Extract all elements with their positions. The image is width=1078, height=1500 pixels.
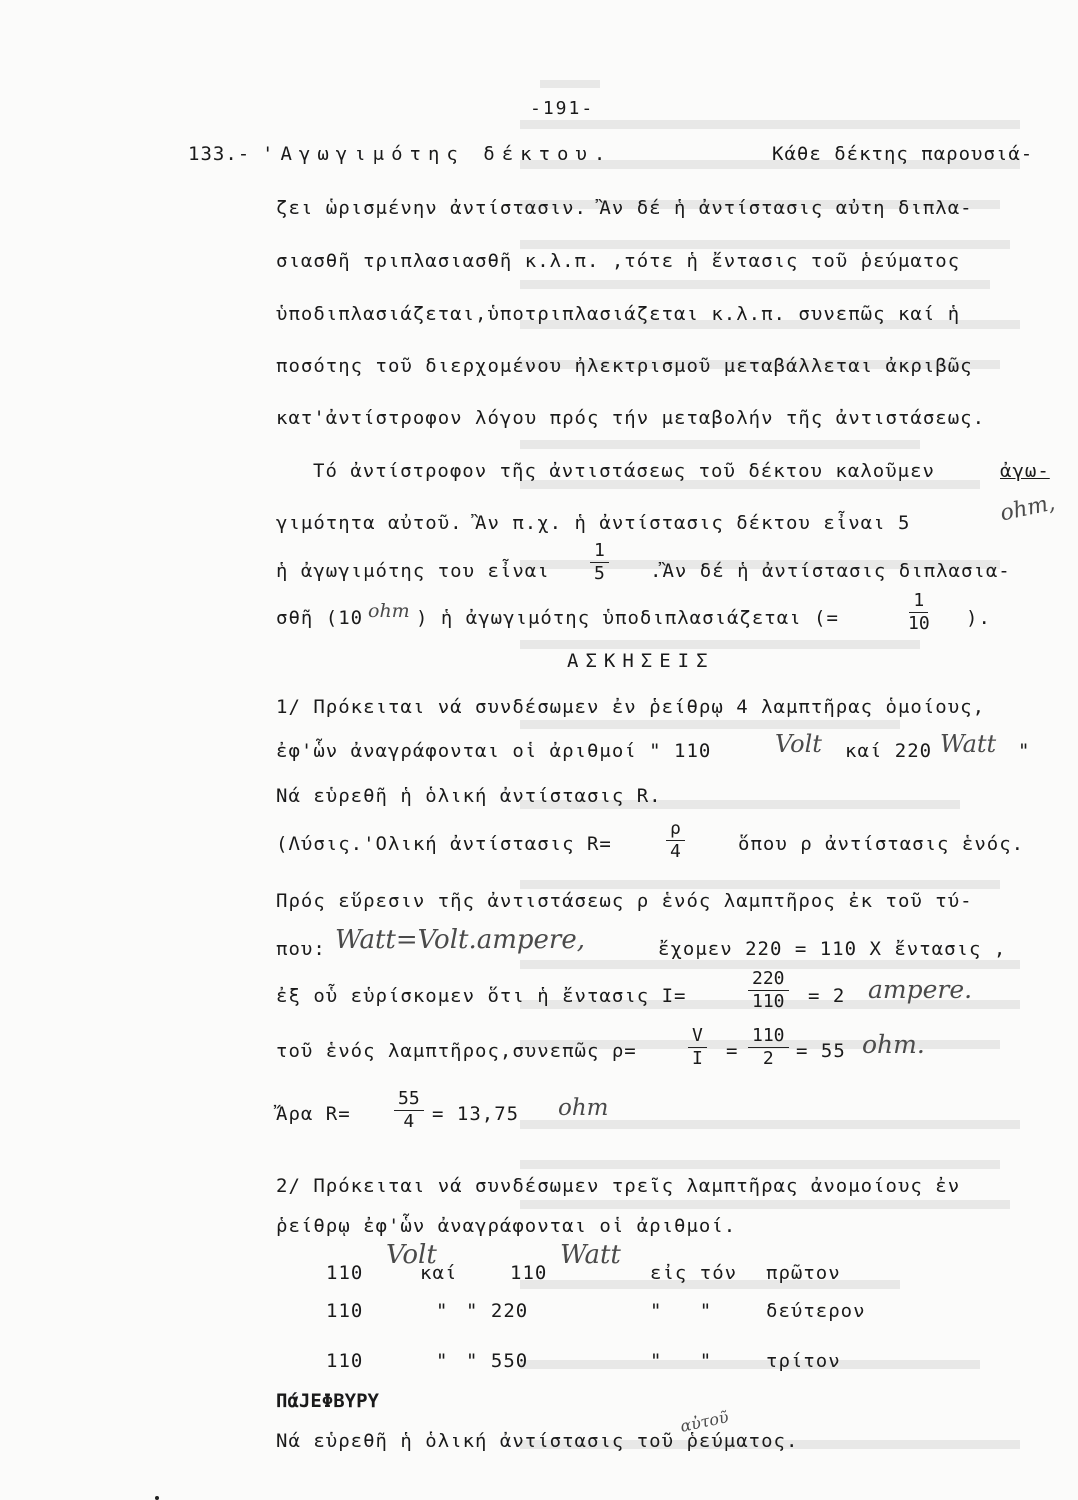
body-line: σιασθῆ τριπλασιασθῆ κ.λ.π. ,τότε ἡ ἔντασις τοῦ ῥεύματος bbox=[276, 250, 961, 272]
exercise-1-line: ἔχομεν 220 = 110 X ἔντασις , bbox=[658, 938, 1007, 960]
exercise-1-line: Νά εὑρεθῆ ἡ ὁλική ἀντίστασις R. bbox=[276, 785, 662, 807]
lamp-ditto: " " bbox=[650, 1300, 713, 1322]
fraction-55-over-4: $\frac{55}{4}$ bbox=[394, 1088, 424, 1133]
body-line: γιμότητα αὐτοῦ. Ἂν π.χ. ἡ ἀντίστασις δέκτου εἶναι 5 bbox=[276, 512, 911, 534]
scan-speck bbox=[155, 1496, 159, 1500]
exercise-1-line: τοῦ ἑνός λαμπτῆρος,συνεπῶς ρ= bbox=[276, 1040, 637, 1062]
body-line: ἡ ἀγωγιμότης του εἶναι bbox=[276, 560, 550, 582]
handwritten-volt: Volt bbox=[775, 730, 822, 758]
fraction-one-fifth: $\frac{1}{5}$ bbox=[590, 540, 609, 585]
lamp-watt: " 220 bbox=[466, 1300, 529, 1322]
handwritten-ohm: ohm. bbox=[862, 1030, 925, 1059]
body-line: ποσότης τοῦ διερχομένου ἠλεκτρισμοῦ μεταβάλλεται ἀκριβῶς bbox=[276, 355, 973, 377]
handwritten-volt: Volt bbox=[386, 1240, 437, 1270]
exercise-1-line: Ἄρα R= bbox=[276, 1103, 351, 1125]
exercise-2-line: 2/ Πρόκειται νά συνδέσωμεν τρεῖς λαμπτῆρας ἀνομοίους ἐν bbox=[276, 1175, 961, 1197]
lamp-sep: καί bbox=[420, 1262, 458, 1284]
exercise-1-line: ἐφ'ὧν ἀναγράφονται οἱ ἀριθμοί " 110 bbox=[276, 740, 712, 762]
lamp-volt: 110 bbox=[326, 1262, 364, 1284]
handwritten-margin-note: αὐτοῦ bbox=[678, 1407, 731, 1436]
lamp-name: τρίτον bbox=[766, 1350, 841, 1372]
lamp-sep: " bbox=[436, 1300, 449, 1322]
fraction-one-tenth: $\frac{1}{10}$ bbox=[908, 590, 930, 634]
body-line: κατ'ἀντίστροφον λόγου πρός τήν μεταβολήν τῆς ἀντιστάσεως. bbox=[276, 407, 986, 429]
exercise-1-line: (Λύσις.'Ολική ἀντίστασις R= bbox=[276, 833, 612, 855]
exercise-1-line: = 55 bbox=[796, 1040, 846, 1062]
exercise-1-line: 1/ Πρόκειται νά συνδέσωμεν ἐν ῥείθρῳ 4 λαμπτῆρας ὁμοίους, bbox=[276, 696, 986, 718]
exercise-1-line: που: bbox=[276, 938, 326, 960]
handwritten-ohm: ohm, bbox=[998, 490, 1058, 527]
lamp-name: δεύτερον bbox=[766, 1300, 866, 1322]
lamp-watt: 110 bbox=[510, 1262, 548, 1284]
body-line: ) ἡ ἀγωγιμότης ὑποδιπλασιάζεται (= bbox=[416, 607, 839, 629]
exercises-title: ΑΣΚΗΣΕΙΣ bbox=[567, 650, 715, 672]
handwritten-ampere: ampere. bbox=[868, 975, 973, 1004]
exercise-2-line: Νά εὑρεθῆ ἡ ὁλική ἀντίστασις τοῦ ῥεύματος. bbox=[276, 1430, 799, 1452]
body-line-hyphenated: ἀγω- bbox=[1000, 460, 1050, 482]
body-line: ζει ὡρισμένην ἀντίστασιν. Ἂν δέ ἡ ἀντίστασις αὐτη διπλα- bbox=[276, 197, 973, 219]
body-line: Τό ἀντίστροφον τῆς ἀντιστάσεως τοῦ δέκτου καλοῦμεν bbox=[313, 460, 935, 482]
section-number: 133.- bbox=[188, 143, 251, 165]
handwritten-watt: Watt bbox=[560, 1240, 621, 1270]
struck-through-word: ΠάJΕΦΒΥΡΥ bbox=[276, 1390, 379, 1412]
exercise-1-line: " bbox=[1018, 740, 1031, 762]
handwritten-formula: Watt=Volt.ampere, bbox=[335, 925, 585, 955]
lamp-name: πρῶτον bbox=[766, 1262, 841, 1284]
fraction-110-over-2: $\frac{110}{2}$ bbox=[748, 1025, 789, 1070]
body-line: σθῆ (10 bbox=[276, 607, 364, 629]
handwritten-watt: Watt bbox=[940, 730, 997, 758]
exercise-1-line: = 2 bbox=[808, 985, 846, 1007]
exercise-1-line: = 13,75 bbox=[432, 1103, 520, 1125]
exercise-1-line: Πρός εὕρεσιν τῆς ἀντιστάσεως ρ ἑνός λαμπτῆρος ἐκ τοῦ τύ- bbox=[276, 890, 973, 912]
section-heading: 'Αγωγιμότης δέκτου. bbox=[262, 143, 613, 165]
fraction-v-over-i: $\frac{V}{I}$ bbox=[688, 1025, 707, 1070]
lamp-volt: 110 bbox=[326, 1350, 364, 1372]
exercise-1-line: ἐξ οὗ εὑρίσκομεν ὅτι ἡ ἔντασις I= bbox=[276, 985, 687, 1007]
body-line: ὑποδιπλασιάζεται,ὑποτριπλασιάζεται κ.λ.π. συνεπῶς καί ἡ bbox=[276, 303, 961, 325]
lamp-volt: 110 bbox=[326, 1300, 364, 1322]
handwritten-ohm: ohm bbox=[368, 600, 410, 622]
lamp-sep: " bbox=[436, 1350, 449, 1372]
fraction-220-over-110: $\frac{220}{110}$ bbox=[748, 968, 789, 1013]
lamp-watt: " 550 bbox=[466, 1350, 529, 1372]
body-line: .Ἂν δέ ἡ ἀντίστασις διπλασια- bbox=[650, 560, 1011, 582]
lamp-ditto: εἰς τόν bbox=[650, 1262, 738, 1284]
fraction-rho-over-4: $\frac{\rho}{4}$ bbox=[666, 818, 685, 863]
page-number: -191- bbox=[530, 98, 595, 119]
exercise-1-line: ὅπου ρ ἀντίστασις ἑνός. bbox=[738, 833, 1025, 855]
lamp-ditto: " " bbox=[650, 1350, 713, 1372]
exercise-1-line: καί 220 bbox=[845, 740, 933, 762]
exercise-1-line: = bbox=[726, 1040, 739, 1062]
exercise-2-line: ῥείθρῳ ἐφ'ὧν ἀναγράφονται οἱ ἀριθμοί. bbox=[276, 1215, 737, 1237]
body-line: ). bbox=[966, 607, 991, 629]
handwritten-ohm: ohm bbox=[558, 1095, 609, 1121]
body-line: Κάθε δέκτης παρουσιά- bbox=[772, 143, 1034, 165]
